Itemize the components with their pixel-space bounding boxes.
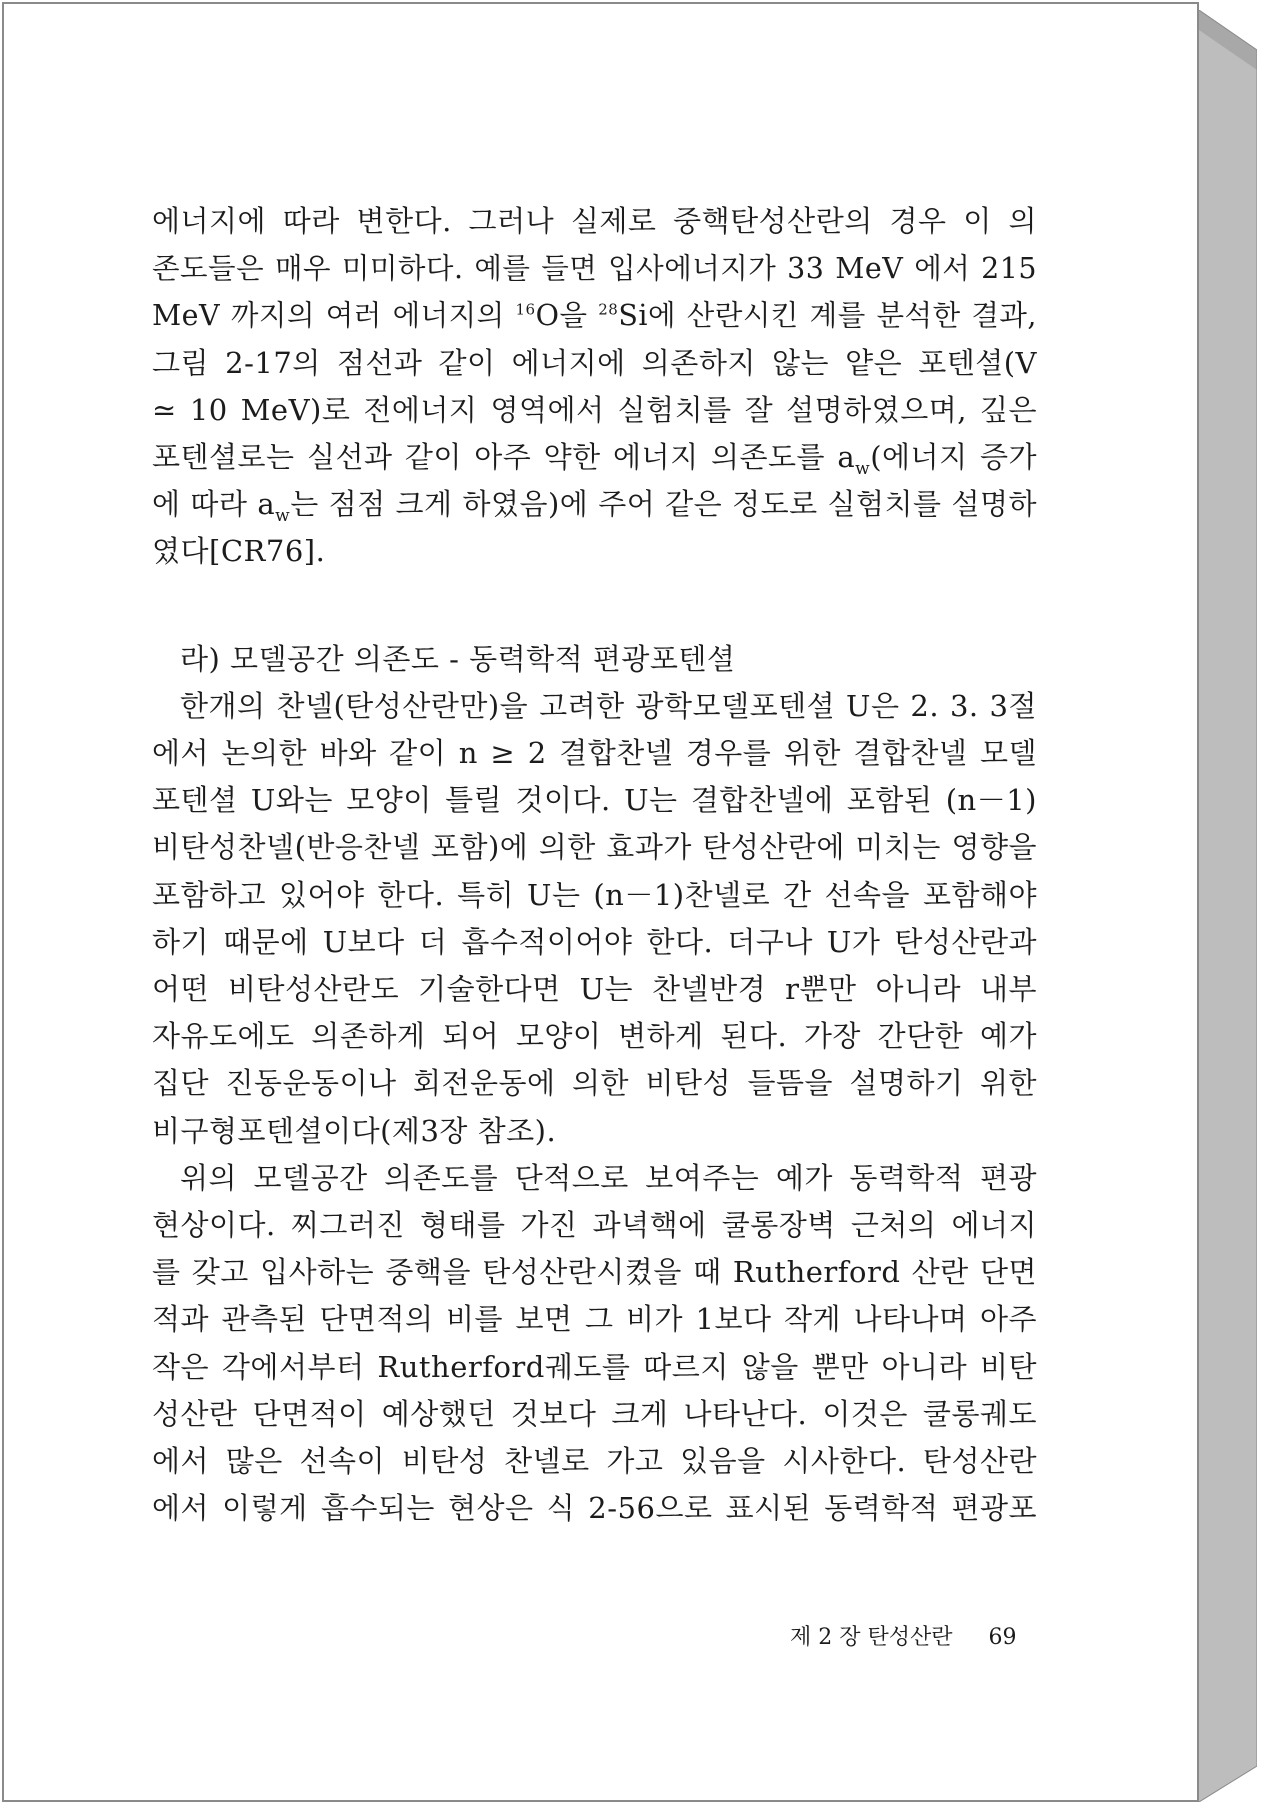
text-line: 작은 각에서부터 Rutherford궤도를 따르지 않을 뿐만 아니라 비탄	[152, 1349, 1037, 1384]
text-line: 포함하고 있어야 한다. 특히 U는 (n－1)찬넬로 간 선속을 포함해야	[152, 877, 1037, 912]
text-line: 였다[CR76].	[152, 534, 326, 569]
page-footer	[790, 1620, 1017, 1651]
text-line: ≃ 10 MeV)로 전에너지 영역에서 실험치를 잘 설명하였으며, 깊은	[152, 392, 1037, 427]
subscript-w: w	[275, 506, 291, 527]
section-heading: 라) 모델공간 의존도 - 동력학적 편광포텐셜	[180, 641, 736, 676]
text-line: 비탄성찬넬(반응찬넬 포함)에 의한 효과가 탄성산란에 미치는 영향을	[152, 830, 1037, 865]
mass-number-silicon: 28	[598, 300, 619, 319]
text-line: 비구형포텐셜이다(제3장 참조).	[152, 1113, 557, 1148]
text-line: MeV 까지의 여러 에너지의 $^{16}$O을 $^{28}$Si에 산란시킨 계를 분석한 결과,	[152, 299, 1037, 333]
text-line: 에서 이렇게 흡수되는 현상은 식 2-56으로 표시된 동력학적 편광포	[152, 1491, 1037, 1526]
text-line: 한개의 찬넬(탄성산란만)을 고려한 광학모델포텐셜 U은 2. 3. 3절	[180, 688, 1037, 723]
text-line: 포텐셜로는 실선과 같이 아주 약한 에너지 의존도를 $a_w$(에너지 증가	[152, 440, 1037, 479]
text-line: 집단 진동운동이나 회전운동에 의한 비탄성 들뜸을 설명하기 위한	[152, 1066, 1037, 1101]
text-line: 현상이다. 찌그러진 형태를 가진 과녁핵에 쿨롱장벽 근처의 에너지	[152, 1208, 1037, 1243]
mass-number-oxygen: 16	[515, 300, 536, 319]
text-line: 포텐셜 U와는 모양이 틀릴 것이다. U는 결합찬넬에 포함된 (n－1)	[152, 783, 1037, 818]
text-line: 성산란 단면적이 예상했던 것보다 크게 나타난다. 이것은 쿨롱궤도	[152, 1396, 1037, 1431]
text-line: 존도들은 매우 미미하다. 예를 들면 입사에너지가 33 MeV 에서 215	[152, 252, 1037, 286]
text-line: 적과 관측된 단면적의 비를 보면 그 비가 1보다 작게 나타나며 아주	[152, 1302, 1037, 1337]
text-line: 그림 2-17의 점선과 같이 에너지에 의존하지 않는 얕은 포텐셜(V	[152, 345, 1037, 380]
text-line: 위의 모델공간 의존도를 단적으로 보여주는 예가 동력학적 편광	[180, 1160, 1037, 1195]
text-line: 에너지에 따라 변한다. 그러나 실제로 중핵탄성산란의 경우 이 의	[152, 204, 1037, 238]
paragraph-model-space	[152, 683, 1037, 1155]
paragraph-energy-dependence	[152, 198, 1037, 576]
text-line: 하기 때문에 U보다 더 흡수적이어야 한다. 더구나 U가 탄성산란과	[152, 924, 1037, 959]
text-line: 에 따라 $a_w$는 점점 크게 하였음)에 주어 같은 정도로 실험치를 설명하	[152, 487, 1037, 527]
page-number: 69	[988, 1625, 1017, 1650]
chapter-title: 제 2 장 탄성산란	[790, 1625, 953, 1650]
page-body	[152, 198, 1037, 1532]
text-line: 를 갖고 입사하는 중핵을 탄성산란시켰을 때 Rutherford 산란 단면	[152, 1255, 1037, 1290]
subscript-w: w	[855, 458, 871, 479]
page-stack-edge	[1199, 10, 1257, 1802]
text-line: 에서 논의한 바와 같이 n ≥ 2 결합찬넬 경우를 위한 결합찬넬 모델	[152, 736, 1037, 771]
text-line: 에서 많은 선속이 비탄성 찬넬로 가고 있음을 시사한다. 탄성산란	[152, 1444, 1037, 1479]
page-edge-shading	[1199, 10, 1257, 1802]
text-line: 어떤 비탄성산란도 기술한다면 U는 찬넬반경 r뿐만 아니라 내부	[152, 972, 1037, 1007]
text-line: 자유도에도 의존하게 되어 모양이 변하게 된다. 가장 간단한 예가	[152, 1019, 1037, 1054]
paragraph-dynamic-polarization	[152, 1155, 1037, 1533]
